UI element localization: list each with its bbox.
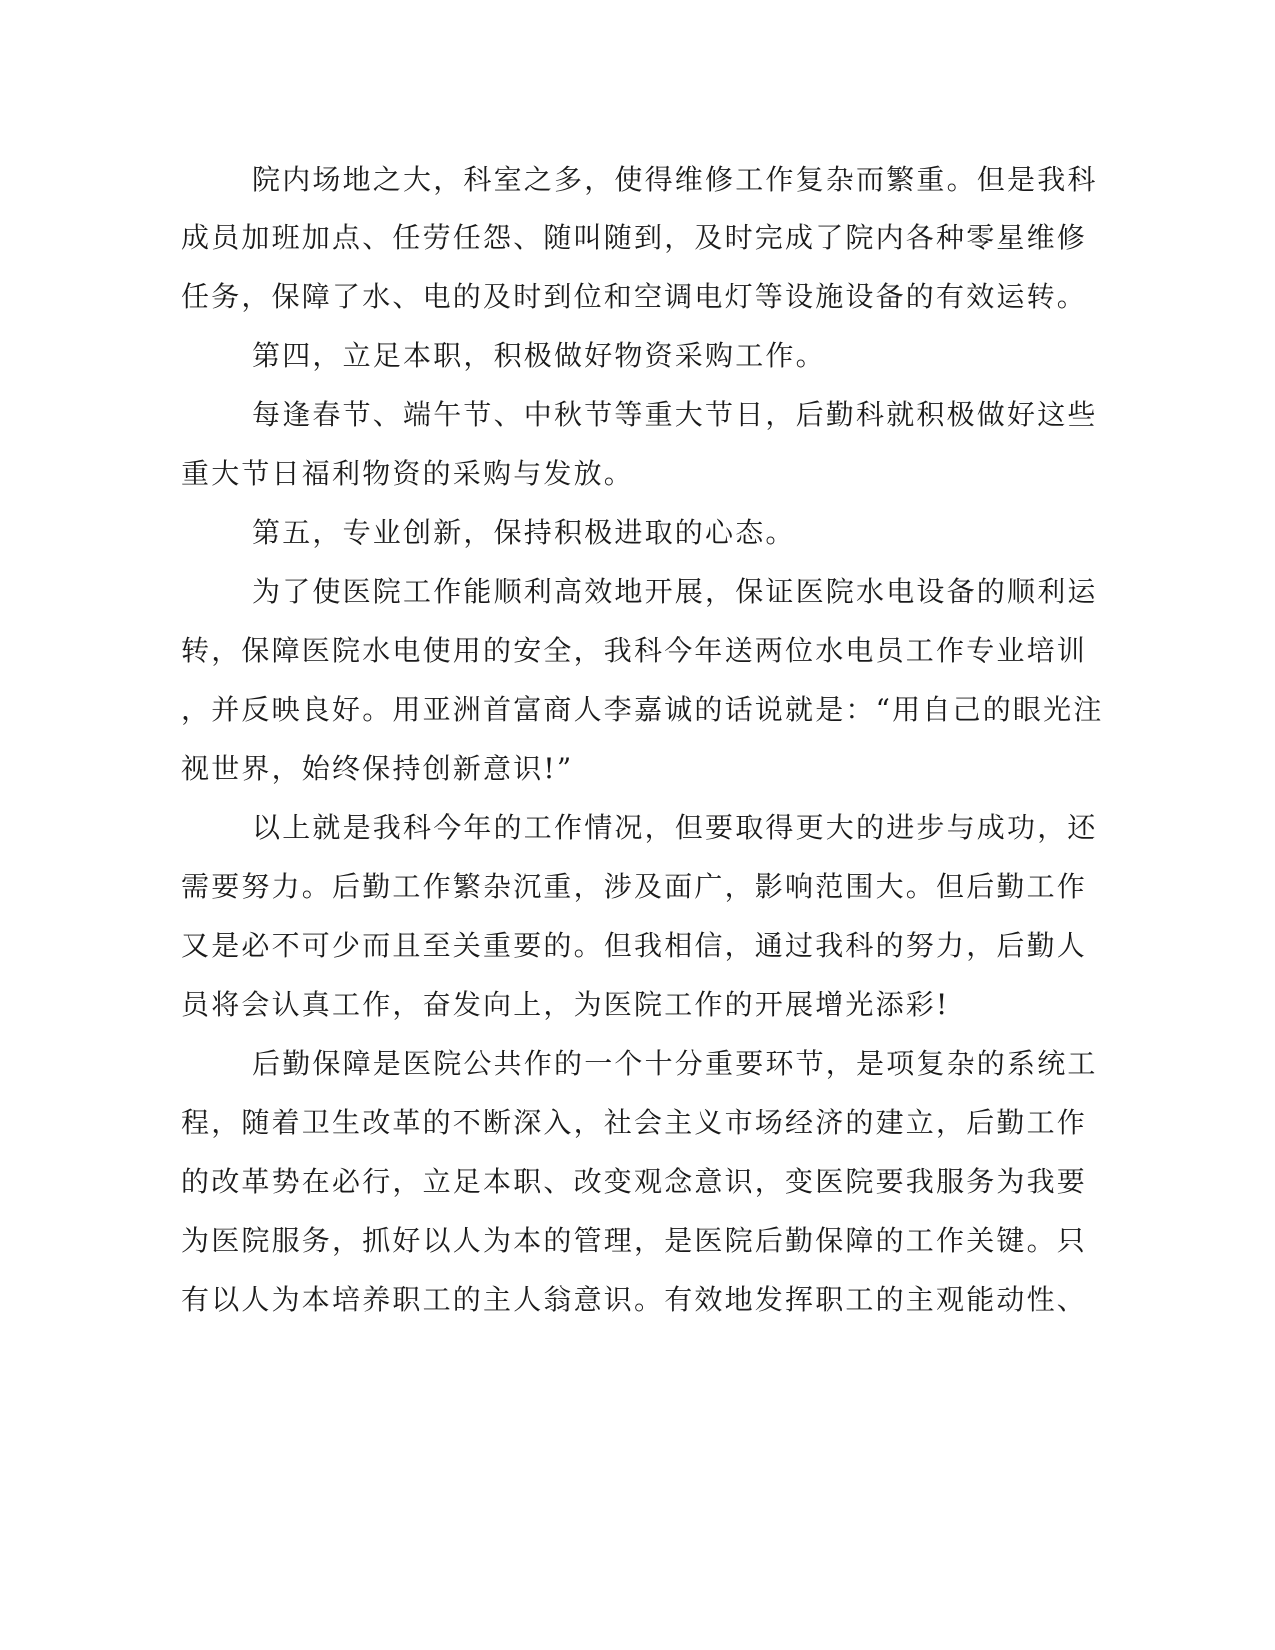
paragraph-line: 每逢春节、端午节、中秋节等重大节日，后勤科就积极做好这些 xyxy=(252,398,1098,431)
paragraph-line: 为医院服务，抓好以人为本的管理，是医院后勤保障的工作关键。只 xyxy=(181,1224,1088,1257)
paragraph-line: 有以人为本培养职工的主人翁意识。有效地发挥职工的主观能动性、 xyxy=(181,1283,1088,1316)
paragraph-line: ，并反映良好。用亚洲首富商人李嘉诚的话说就是：“用自己的眼光注 xyxy=(181,693,1104,726)
paragraph-line: 任务，保障了水、电的及时到位和空调电灯等设施设备的有效运转。 xyxy=(181,280,1088,313)
section-heading: 第四，立足本职，积极做好物资采购工作。 xyxy=(252,339,826,372)
paragraph-line: 程，随着卫生改革的不断深入，社会主义市场经济的建立，后勤工作 xyxy=(181,1106,1088,1139)
paragraph-line: 重大节日福利物资的采购与发放。 xyxy=(181,457,635,490)
paragraph-line: 员将会认真工作，奋发向上，为医院工作的开展增光添彩! xyxy=(181,988,950,1021)
section-heading: 第五，专业创新，保持积极进取的心态。 xyxy=(252,516,796,549)
paragraph-line: 需要努力。后勤工作繁杂沉重，涉及面广，影响范围大。但后勤工作 xyxy=(181,870,1088,903)
paragraph-line: 后勤保障是医院公共作的一个十分重要环节，是项复杂的系统工 xyxy=(252,1047,1098,1080)
paragraph-line: 又是必不可少而且至关重要的。但我相信，通过我科的努力，后勤人 xyxy=(181,929,1088,962)
paragraph-line: 视世界，始终保持创新意识!” xyxy=(181,752,574,785)
paragraph-line: 的改革势在必行，立足本职、改变观念意识，变医院要我服务为我要 xyxy=(181,1165,1088,1198)
paragraph-line: 以上就是我科今年的工作情况，但要取得更大的进步与成功，还 xyxy=(252,811,1098,844)
paragraph-line: 院内场地之大，科室之多，使得维修工作复杂而繁重。但是我科 xyxy=(252,163,1098,196)
paragraph-line: 成员加班加点、任劳任怨、随叫随到，及时完成了院内各种零星维修 xyxy=(181,221,1088,254)
paragraph-line: 为了使医院工作能顺利高效地开展，保证医院水电设备的顺利运 xyxy=(252,575,1098,608)
paragraph-line: 转，保障医院水电使用的安全，我科今年送两位水电员工作专业培训 xyxy=(181,634,1088,667)
